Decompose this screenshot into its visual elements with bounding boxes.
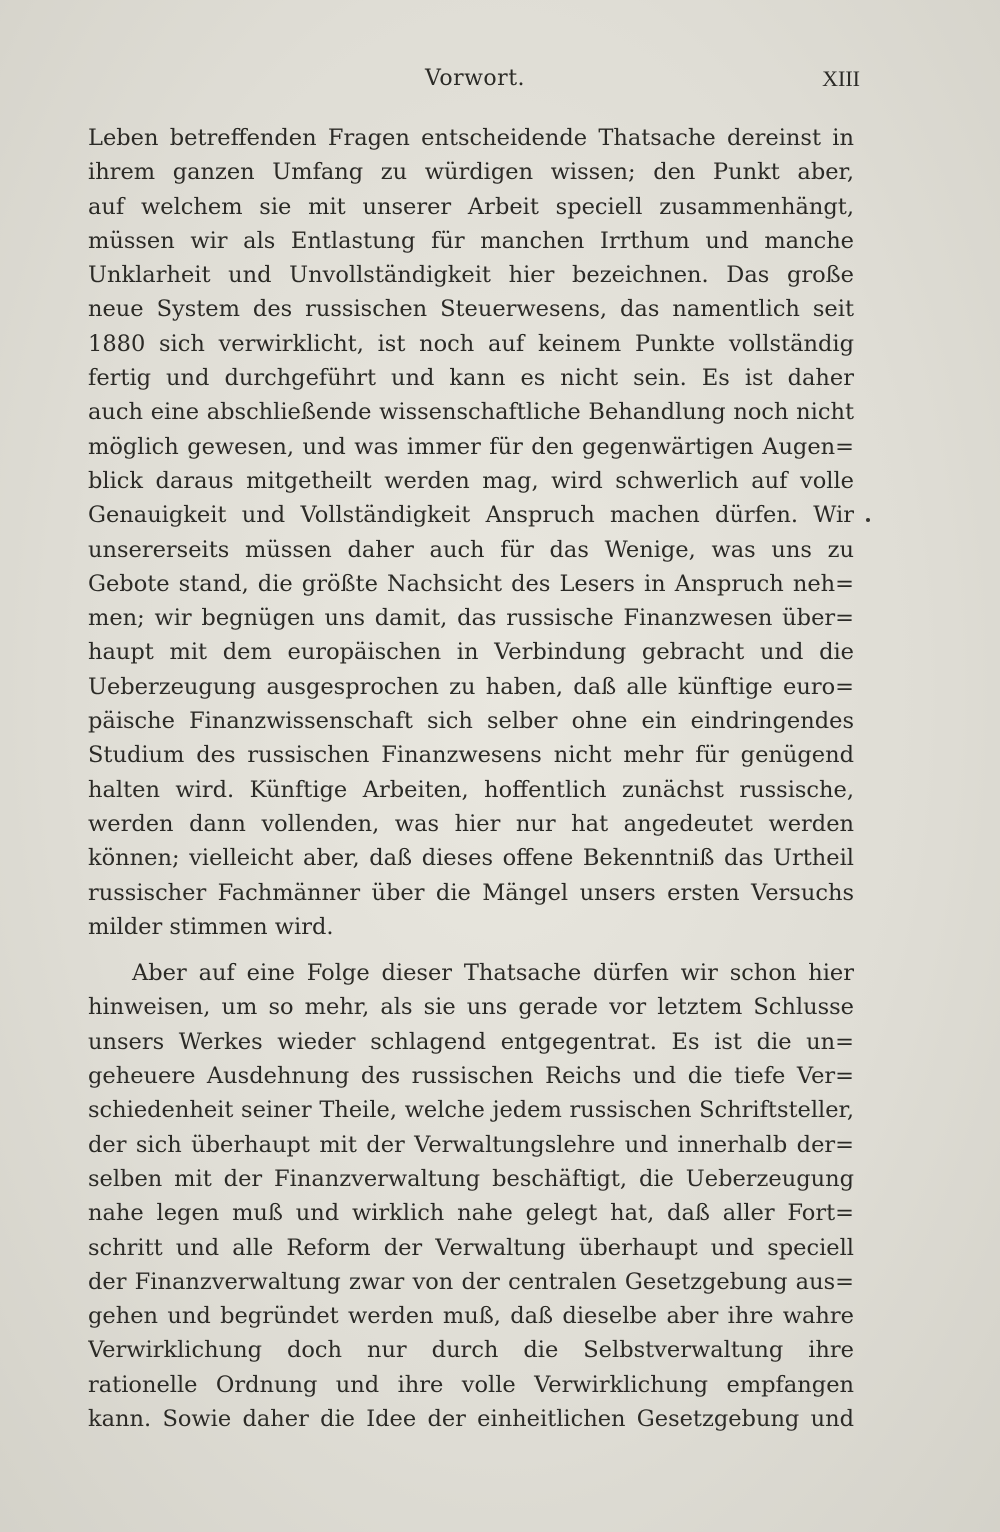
text-line: Ueberzeugung ausgesprochen zu haben, daß alle künftige euro=: [88, 673, 854, 700]
text-line: unsererseits müssen daher auch für das Wenige, was uns zu: [88, 536, 854, 563]
page-header: [90, 66, 860, 106]
text-line: men; wir begnügen uns damit, das russische Finanzwesen über=: [88, 605, 854, 632]
text-line: halten wird. Künftige Arbeiten, hoffentlich zunächst russische,: [88, 776, 854, 803]
paragraph: [88, 121, 854, 944]
text-line: haupt mit dem europäischen in Verbindung gebracht und die: [88, 639, 854, 666]
page-number: XIII: [822, 66, 860, 91]
text-line: Genauigkeit und Vollständigkeit Anspruch machen dürfen. Wir: [88, 502, 854, 529]
text-line: der sich überhaupt mit der Verwaltungslehre und innerhalb der=: [88, 1131, 854, 1158]
paragraph-gap: [88, 944, 854, 956]
text-line: der Finanzverwaltung zwar von der centralen Gesetzgebung aus=: [88, 1268, 854, 1295]
text-line: Verwirklichung doch nur durch die Selbstverwaltung ihre: [88, 1337, 854, 1364]
text-line: blick daraus mitgetheilt werden mag, wird schwerlich auf volle: [88, 467, 854, 494]
text-line: müssen wir als Entlastung für manchen Irrthum und manche: [88, 227, 854, 254]
text-line: möglich gewesen, und was immer für den gegenwärtigen Augen=: [88, 433, 854, 460]
text-line: auch eine abschließende wissenschaftliche Behandlung noch nicht: [88, 399, 854, 426]
text-line: Aber auf eine Folge dieser Thatsache dürfen wir schon hier: [132, 960, 854, 987]
text-line: neue System des russischen Steuerwesens, das namentlich seit: [88, 296, 854, 323]
text-line: päische Finanzwissenschaft sich selber ohne ein eindringendes: [88, 708, 854, 735]
text-line: russischer Fachmänner über die Mängel unsers ersten Versuchs: [88, 879, 854, 906]
ink-speck: [866, 518, 870, 522]
text-line: kann. Sowie daher die Idee der einheitlichen Gesetzgebung und: [88, 1405, 854, 1432]
text-line: auf welchem sie mit unserer Arbeit speciell zusammenhängt,: [88, 193, 854, 220]
text-line: fertig und durchgeführt und kann es nicht sein. Es ist daher: [88, 365, 854, 392]
text-line: milder stimmen wird.: [88, 913, 334, 940]
text-line: Gebote stand, die größte Nachsicht des Lesers in Anspruch neh=: [88, 570, 854, 597]
text-line: Leben betreffenden Fragen entscheidende Thatsache dereinst in: [88, 125, 854, 151]
text-line: Studium des russischen Finanzwesens nicht mehr für genügend: [88, 742, 854, 769]
paragraph: [88, 956, 854, 1436]
body-text: [88, 121, 854, 1436]
text-line: geheuere Ausdehnung des russischen Reichs und die tiefe Ver=: [88, 1063, 854, 1090]
text-line: schritt und alle Reform der Verwaltung überhaupt und speciell: [88, 1234, 854, 1261]
text-line: nahe legen muß und wirklich nahe gelegt hat, daß aller Fort=: [88, 1200, 854, 1227]
text-line: ihrem ganzen Umfang zu würdigen wissen; den Punkt aber,: [88, 159, 854, 186]
text-line: gehen und begründet werden muß, daß dieselbe aber ihre wahre: [88, 1303, 854, 1330]
text-line: Unklarheit und Unvollständigkeit hier bezeichnen. Das große: [88, 262, 854, 289]
text-line: 1880 sich verwirklicht, ist noch auf keinem Punkte vollständig: [88, 330, 854, 357]
text-line: hinweisen, um so mehr, als sie uns gerade vor letztem Schlusse: [88, 994, 854, 1021]
running-head: Vorwort.: [424, 66, 526, 91]
text-line: werden dann vollenden, was hier nur hat angedeutet werden: [88, 810, 854, 837]
text-line: können; vielleicht aber, daß dieses offene Bekenntniß das Urtheil: [88, 845, 854, 872]
text-line: rationelle Ordnung und ihre volle Verwirklichung empfangen: [88, 1371, 854, 1398]
text-line: selben mit der Finanzverwaltung beschäftigt, die Ueberzeugung: [88, 1165, 854, 1192]
text-line: unsers Werkes wieder schlagend entgegentrat. Es ist die un=: [88, 1028, 854, 1055]
text-line: schiedenheit seiner Theile, welche jedem russischen Schriftsteller,: [88, 1097, 854, 1124]
